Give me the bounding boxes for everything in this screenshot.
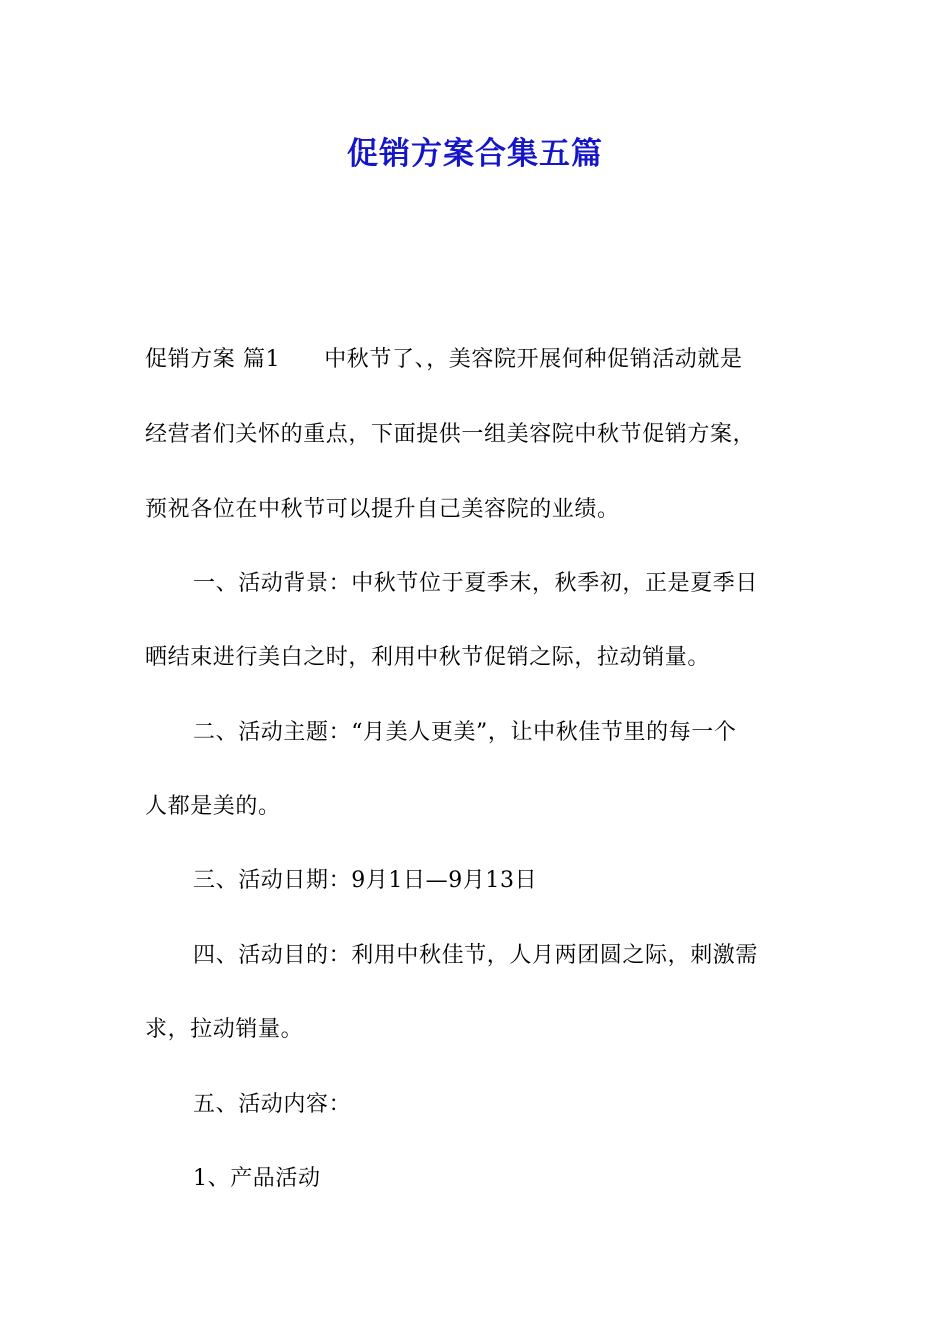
paragraph-line: 晒结束进行美白之时，利用中秋节促销之际，拉动销量。 <box>145 645 711 670</box>
section-label: 促销方案 篇1 <box>145 347 281 372</box>
paragraph-line: 求，拉动销量。 <box>145 1017 304 1042</box>
paragraph-line <box>145 345 815 375</box>
paragraph-line: 三、活动日期：9月1日—9月13日 <box>193 868 538 893</box>
paragraph-line: 一、活动背景：中秋节位于夏季末，秋季初，正是夏季日 <box>193 571 759 596</box>
paragraph-line: 五、活动内容： <box>193 1092 352 1117</box>
paragraph-line: 经营者们关怀的重点，下面提供一组美容院中秋节促销方案， <box>145 422 756 447</box>
paragraph-text: 中秋节了、，美容院开展何种促销活动就是 <box>324 347 743 372</box>
paragraph-line: 1、产品活动 <box>193 1166 321 1191</box>
paragraph-line: 四、活动目的：利用中秋佳节，人月两团圆之际，刺激需 <box>193 943 759 968</box>
paragraph-line: 人都是美的。 <box>145 794 281 819</box>
paragraph-line: 预祝各位在中秋节可以提升自己美容院的业绩。 <box>145 497 620 522</box>
paragraph-line: 二、活动主题：“月美人更美”，让中秋佳节里的每一个 <box>193 720 737 745</box>
document-title: 促销方案合集五篇 <box>347 136 603 172</box>
